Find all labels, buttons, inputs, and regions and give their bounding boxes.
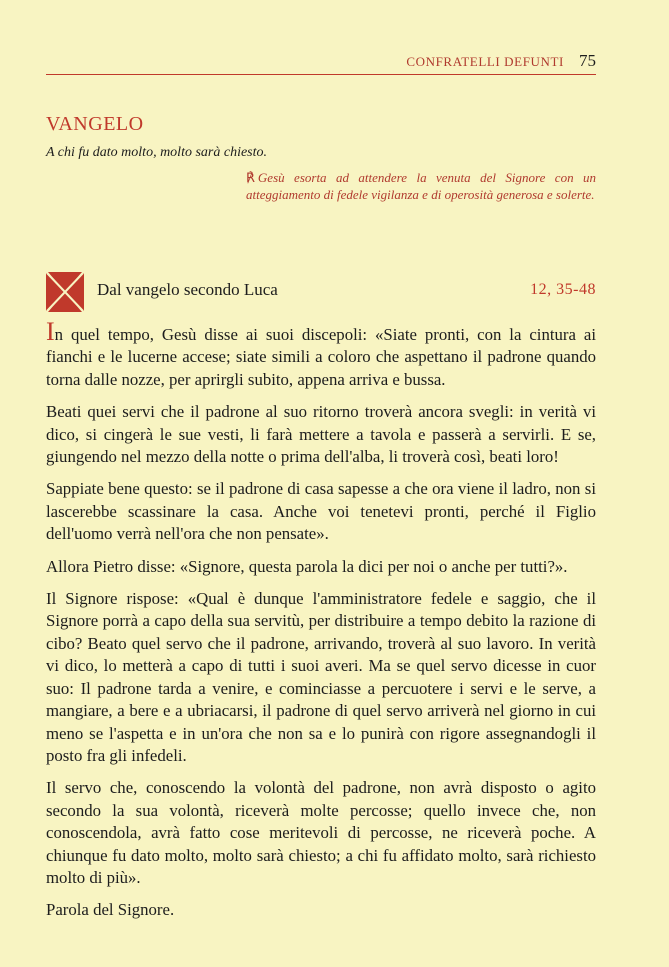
page-number: 75 <box>579 51 596 70</box>
paragraph-5: Il Signore rispose: «Qual è dunque l'amministratore fedele e saggio, che il Signore porrà a capo della sua servitù, per distribuire a tempo debito la razione di cibo? Beato quel servo che il padrone, arrivando, troverà al suo lavoro. In verità vi dico, lo metterà a capo di tutti i suoi averi. Ma se quel servo dicesse in cuor suo: Il padrone tarda a venire, e cominciasse a percuotere i servi e le serve, a mangiare, a bere e a ubriacarsi, il padrone di quel servo arriverà nel giorno in cui meno se l'aspetta e in un'ora che non sa e lo punirà con rigore assegnandogli il posto fra gli infedeli. <box>46 589 596 765</box>
gospel-heading <box>46 272 596 314</box>
drop-cap: I <box>46 317 55 346</box>
antiphon: A chi fu dato molto, molto sarà chiesto. <box>46 145 268 160</box>
section-title: VANGELO <box>46 113 144 135</box>
page-header <box>46 52 596 75</box>
paragraph-6: Il servo che, conoscendo la volontà del padrone, non avrà disposto o agito secondo la sua volontà, riceverà molte percosse; quello invece che, non conoscendola, avrà fatto cose meritevoli di percosse, ne riceverà poche. A chiunque fu dato molto, molto sarà chiesto; a chi fu affidato molto, sarà richiesto molto di più». <box>46 778 596 887</box>
gospel-source: Dal vangelo secondo Luca <box>97 280 278 299</box>
paragraph-3: Sappiate bene questo: se il padrone di casa sapesse a che ora viene il ladro, non si lascerebbe scassinare la casa. Anche voi tenetevi pronti, perché il Figlio dell'uomo verrà nell'ora che non pensate». <box>46 479 596 544</box>
response-symbol: ℟ <box>246 170 255 185</box>
closing-acclamation: Parola del Signore. <box>46 900 175 920</box>
gospel-text <box>46 317 596 932</box>
paragraph-1 <box>46 317 596 391</box>
paragraph-1-text: n quel tempo, Gesù disse ai suoi discepoli: «Siate pronti, con la cintura ai fianchi e le lucerne accese; siate simili a coloro che aspettano il padrone quando torna dalle nozze, per aprirgli subito, appena arriva e bussa. <box>46 325 596 389</box>
rubric-text: Gesù esorta ad attendere la venuta del Signore con un atteggiamento di fedele vigilanza e di operosità generosa e solerte. <box>246 170 596 202</box>
running-head: CONFRATELLI DEFUNTI <box>406 54 564 69</box>
paragraph-2: Beati quei servi che il padrone al suo ritorno troverà ancora svegli: in verità vi dico, si cingerà le sue vesti, li farà mettere a tavola e passerà a servirli. E se, giungendo nel mezzo della notte o prima dell'alba, li troverà così, beati loro! <box>46 402 596 467</box>
paragraph-4: Allora Pietro disse: «Signore, questa parola la dici per noi o anche per tutti?». <box>46 556 568 576</box>
gospel-reference: 12, 35-48 <box>530 281 596 298</box>
rubric <box>246 169 596 203</box>
red-maltese-cross-icon <box>46 272 84 312</box>
